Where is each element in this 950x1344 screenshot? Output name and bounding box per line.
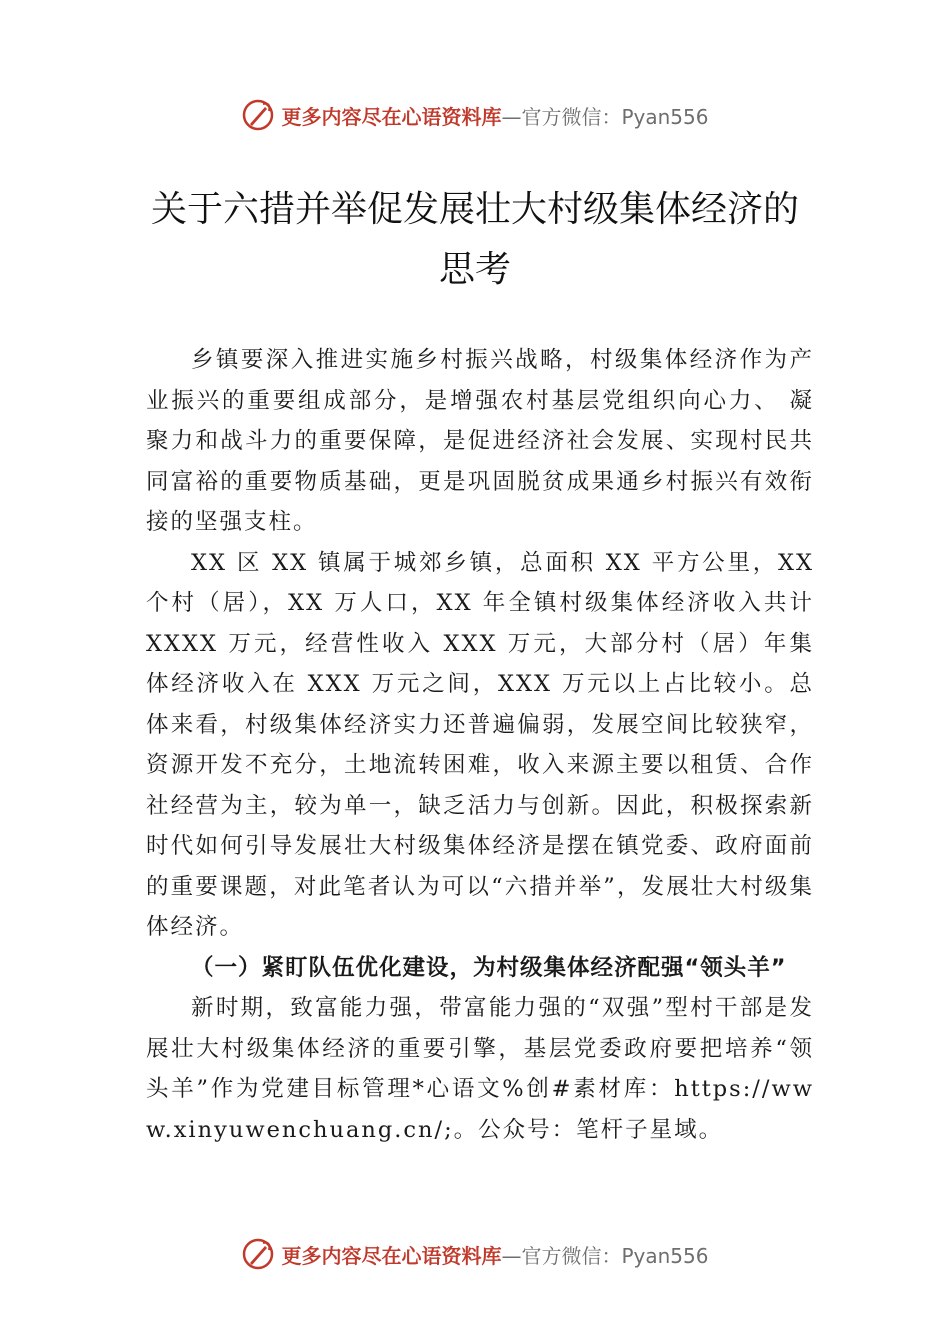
document-title xyxy=(100,180,850,300)
banner-wechat-text: —官方微信：Pyan556 xyxy=(501,104,709,129)
paragraph-intro: 乡镇要深入推进实施乡村振兴战略，村级集体经济作为产业振兴的重要组成部分，是增强农村基层党组织向心力、 凝聚力和战斗力的重要保障，是促进经济社会发展、实现村民共同富裕的重要物质基础，更是巩固脱贫成果通乡村振兴有效衔接的坚强支柱。 xyxy=(146,347,814,535)
paragraph-situation: XX 区 XX 镇属于城郊乡镇，总面积 XX 平方公里，XX 个村（居），XX 万人口，XX 年全镇村级集体经济收入共计 XXXX 万元，经营性收入 XXX 万元，大部分村（居）年集体经济收入在 XXX 万元之间，XXX 万元以上占比较小。总体来看，村级集体经济实力还普遍偏弱，发展空间比较狭窄，资源开发不充分，土地流转困难，收入来源主要以租赁、合作社经营为主，较为单一，缺乏活力与创新。因此，积极探索新时代如何引导发展壮大村级集体经济是摆在镇党委、政府面前的重要课题，对此笔者认为可以“六措并举”，发展壮大村级集体经济。 xyxy=(146,549,814,940)
title-line-2: 思考 xyxy=(438,249,511,290)
quill-seal-icon xyxy=(241,1237,275,1271)
header-watermark-banner xyxy=(0,95,950,135)
banner-brand-text: 更多内容尽在心语资料库 xyxy=(281,1243,502,1268)
section-heading-1: （一）紧盯队伍优化建设，为村级集体经济配强“领头羊” xyxy=(191,954,787,981)
footer-watermark-banner xyxy=(0,1234,950,1274)
quill-seal-icon xyxy=(241,98,275,132)
banner-brand-text: 更多内容尽在心语资料库 xyxy=(281,104,502,129)
banner-wechat-text: —官方微信：Pyan556 xyxy=(501,1243,709,1268)
document-body xyxy=(146,340,814,1150)
title-line-1: 关于六措并举促发展壮大村级集体经济的 xyxy=(150,189,799,230)
paragraph-section-1: 新时期，致富能力强，带富能力强的“双强”型村干部是发展壮大村级集体经济的重要引擎，基层党委政府要把培养“领头羊”作为党建目标管理*心语文%创#素材库：https://www.xinyuwenchuang.cn/;。公众号：笔杆子星域。 xyxy=(146,995,814,1143)
